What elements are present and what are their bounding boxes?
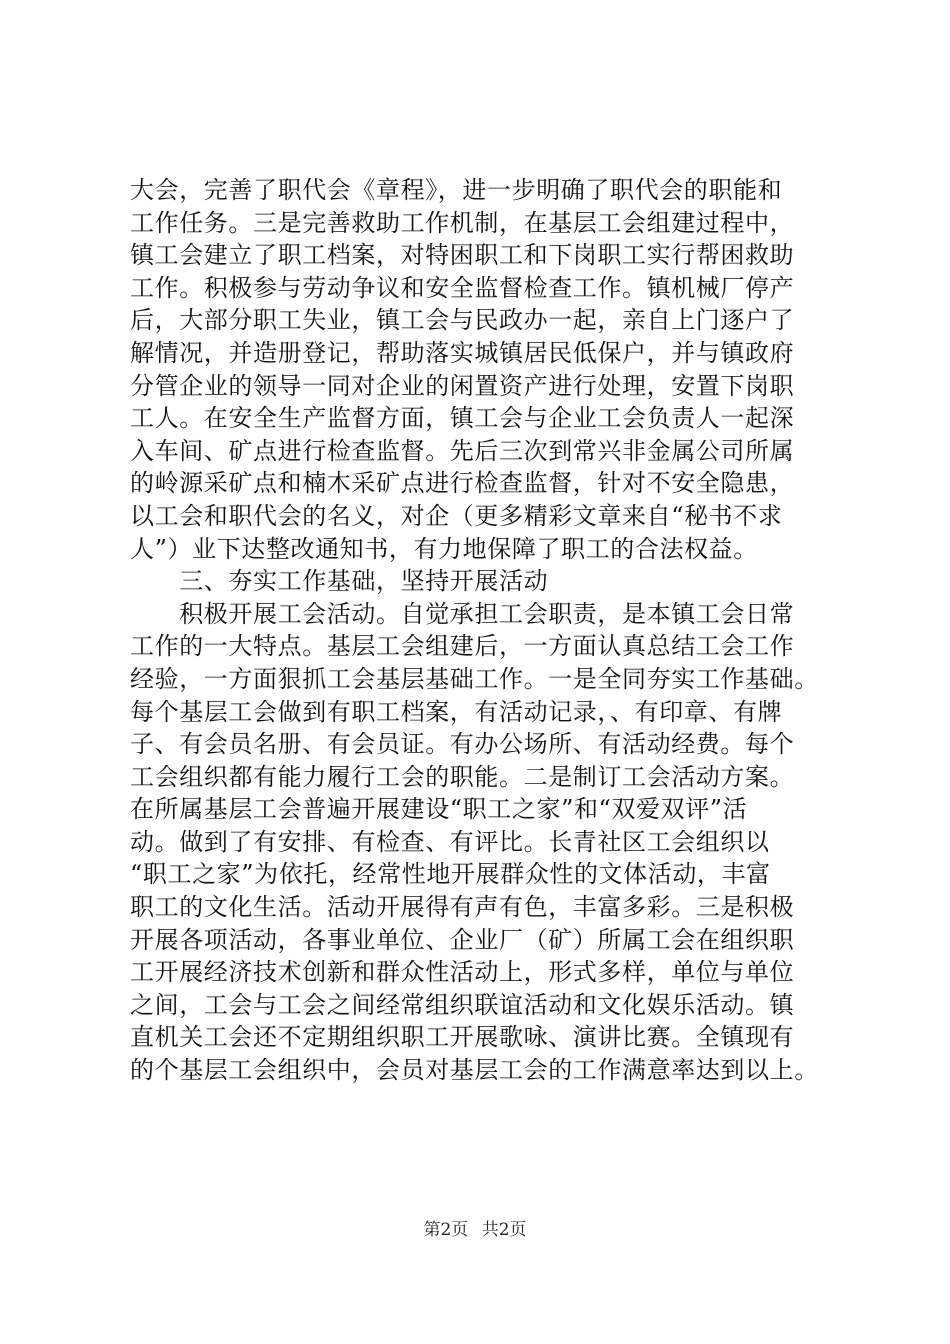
text-line: 直机关工会还不定期组织职工开展歌咏、演讲比赛。全镇现有 xyxy=(130,1023,795,1052)
text-line: 分管企业的领导一同对企业的闲置资产进行处理，安置下岗职 xyxy=(130,371,795,400)
text-line: 以工会和职代会的名义，对企（更多精彩文章来自“秘书不求 xyxy=(130,501,783,530)
text-line: 子、有会员名册、有会员证。有办公场所、有活动经费。每个 xyxy=(130,730,795,759)
text-line: 动。做到了有安排、有检查、有评比。长青社区工会组织以 xyxy=(130,827,770,856)
text-line: “职工之家”为依托，经常性地开展群众性的文体活动，丰富 xyxy=(130,860,771,889)
text-line: 经验，一方面狠抓工会基层基础工作。一是全同夯实工作基础。 xyxy=(130,664,819,693)
text-line: 人”）业下达整改通知书，有力地保障了职工的合法权益。 xyxy=(130,534,758,563)
body-text xyxy=(130,174,850,1087)
page-total: 共2页 xyxy=(481,1220,527,1240)
text-line: 工开展经济技术创新和群众性活动上，形式多样，单位与单位 xyxy=(130,958,795,987)
text-line: 三、夯实工作基础，坚持开展活动 xyxy=(130,567,549,596)
text-line: 大会，完善了职代会《章程》，进一步明确了职代会的职能和 xyxy=(130,176,783,204)
text-line: 镇工会建立了职工档案，对特困职工和下岗职工实行帮困救助 xyxy=(130,241,795,270)
text-line: 积极开展工会活动。自觉承担工会职责，是本镇工会日常 xyxy=(130,599,795,628)
page-number: 第2页 xyxy=(423,1220,469,1240)
text-line: 的岭源采矿点和楠木采矿点进行检查监督，针对不安全隐患， xyxy=(130,469,795,498)
text-line: 之间，工会与工会之间经常组织联谊活动和文化娱乐活动。镇 xyxy=(130,990,795,1019)
page-footer xyxy=(0,1215,950,1240)
text-line: 每个基层工会做到有职工档案，有活动记录，、有印章、有牌 xyxy=(130,697,783,726)
text-line: 工会组织都有能力履行工会的职能。二是制订工会活动方案。 xyxy=(130,762,795,791)
text-line: 后，大部分职工失业，镇工会与民政办一起，亲自上门逐户了 xyxy=(130,306,795,335)
text-line: 的个基层工会组织中，会员对基层工会的工作满意率达到以上。 xyxy=(130,1056,819,1085)
text-line: 职工的文化生活。活动开展得有声有色，丰富多彩。三是积极 xyxy=(130,893,795,922)
text-line: 工作。积极参与劳动争议和安全监督检查工作。镇机械厂停产 xyxy=(130,273,795,302)
text-line: 入车间、矿点进行检查监督。先后三次到常兴非金属公司所属 xyxy=(130,436,795,465)
text-line: 开展各项活动，各事业单位、企业厂（矿）所属工会在组织职 xyxy=(130,925,795,954)
text-line: 工作的一大特点。基层工会组建后，一方面认真总结工会工作 xyxy=(130,632,795,661)
text-line: 工人。在安全生产监督方面，镇工会与企业工会负责人一起深 xyxy=(130,404,795,433)
text-line: 在所属基层工会普遍开展建设“职工之家”和“双爱双评”活 xyxy=(130,795,748,824)
text-line: 工作任务。三是完善救助工作机制，在基层工会组建过程中， xyxy=(130,208,795,237)
text-line: 解情况，并造册登记，帮助落实城镇居民低保户，并与镇政府 xyxy=(130,338,795,367)
